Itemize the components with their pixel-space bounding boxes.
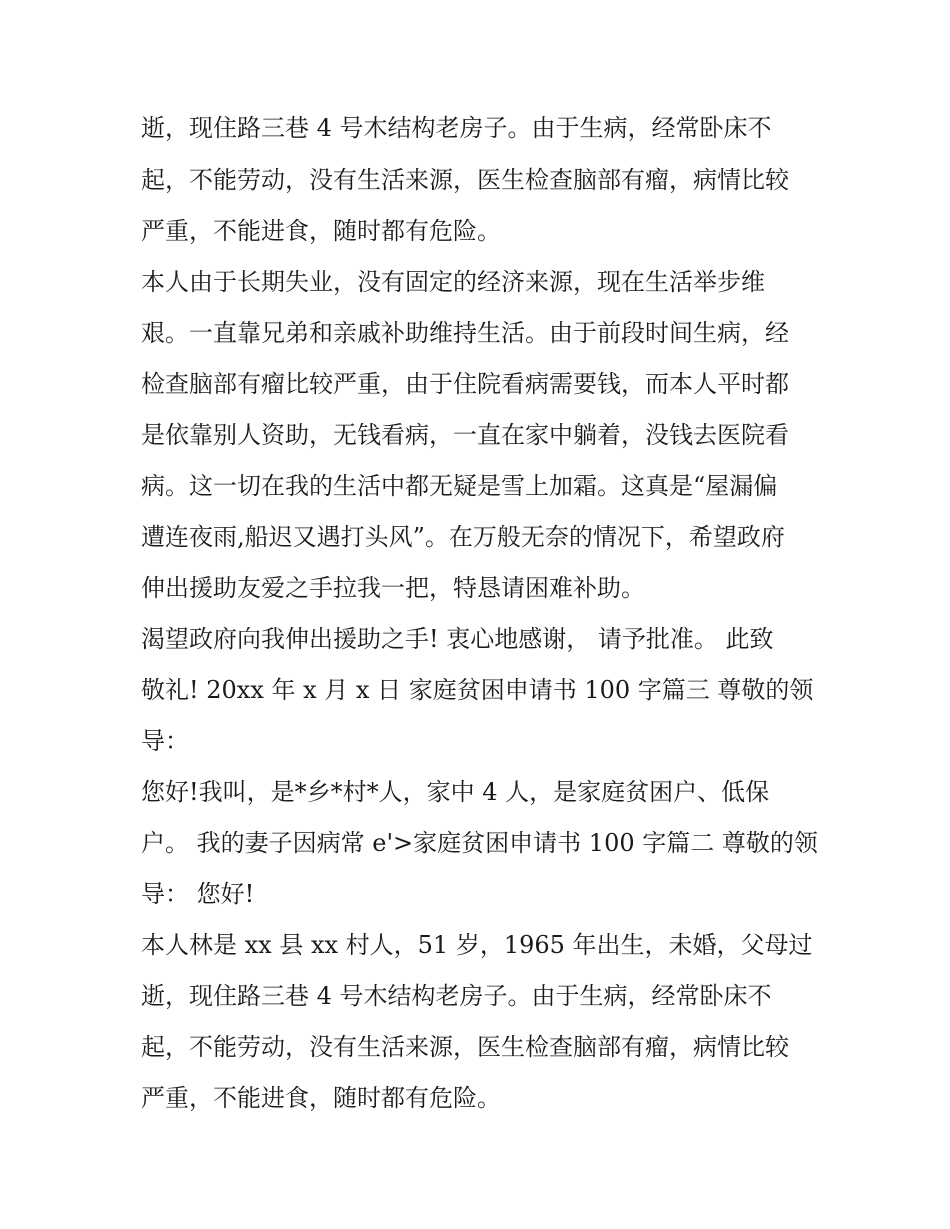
text-line: 艰。一直靠兄弟和亲戚补助维持生活。由于前段时间生病，经 bbox=[141, 319, 789, 347]
text-line: 逝，现住路三巷 4 号木结构老房子。由于生病，经常卧床不 bbox=[141, 982, 772, 1010]
text-line: 伸出援助友爱之手拉我一把，特恳请困难补助。 bbox=[141, 574, 645, 602]
text-line: 本人林是 xx 县 xx 村人，51 岁，1965 年出生，未婚，父母过 bbox=[141, 931, 813, 959]
text-line: 导： bbox=[141, 727, 189, 755]
text-line: 遭连夜雨,船迟又遇打头风”。在万般无奈的情况下，希望政府 bbox=[141, 523, 785, 551]
text-line: 逝，现住路三巷 4 号木结构老房子。由于生病，经常卧床不 bbox=[141, 114, 772, 142]
text-line: 病。这一切在我的生活中都无疑是雪上加霜。这真是“屋漏偏 bbox=[141, 472, 778, 500]
text-line: 起，不能劳动，没有生活来源，医生检查脑部有瘤，病情比较 bbox=[141, 166, 789, 194]
text-line: 检查脑部有瘤比较严重，由于住院看病需要钱，而本人平时都 bbox=[141, 370, 789, 398]
text-line: 敬礼! 20xx 年 x 月 x 日 家庭贫困申请书 100 字篇三 尊敬的领 bbox=[141, 676, 814, 704]
text-line: 是依靠别人资助，无钱看病，一直在家中躺着，没钱去医院看 bbox=[141, 421, 789, 449]
text-line: 严重，不能进食，随时都有危险。 bbox=[141, 1084, 501, 1112]
text-line: 您好!我叫，是*乡*村*人，家中 4 人，是家庭贫困户、低保 bbox=[141, 778, 770, 806]
text-line: 本人由于长期失业，没有固定的经济来源，现在生活举步维 bbox=[141, 268, 765, 296]
text-line: 起，不能劳动，没有生活来源，医生检查脑部有瘤，病情比较 bbox=[141, 1033, 789, 1061]
text-line: 渴望政府向我伸出援助之手! 衷心地感谢， 请予批准。 此致 bbox=[141, 625, 774, 653]
text-line: 户。 我的妻子因病常 e'>家庭贫困申请书 100 字篇二 尊敬的领 bbox=[141, 829, 818, 857]
text-line: 严重，不能进食，随时都有危险。 bbox=[141, 217, 501, 245]
text-line: 导： 您好! bbox=[141, 880, 255, 908]
